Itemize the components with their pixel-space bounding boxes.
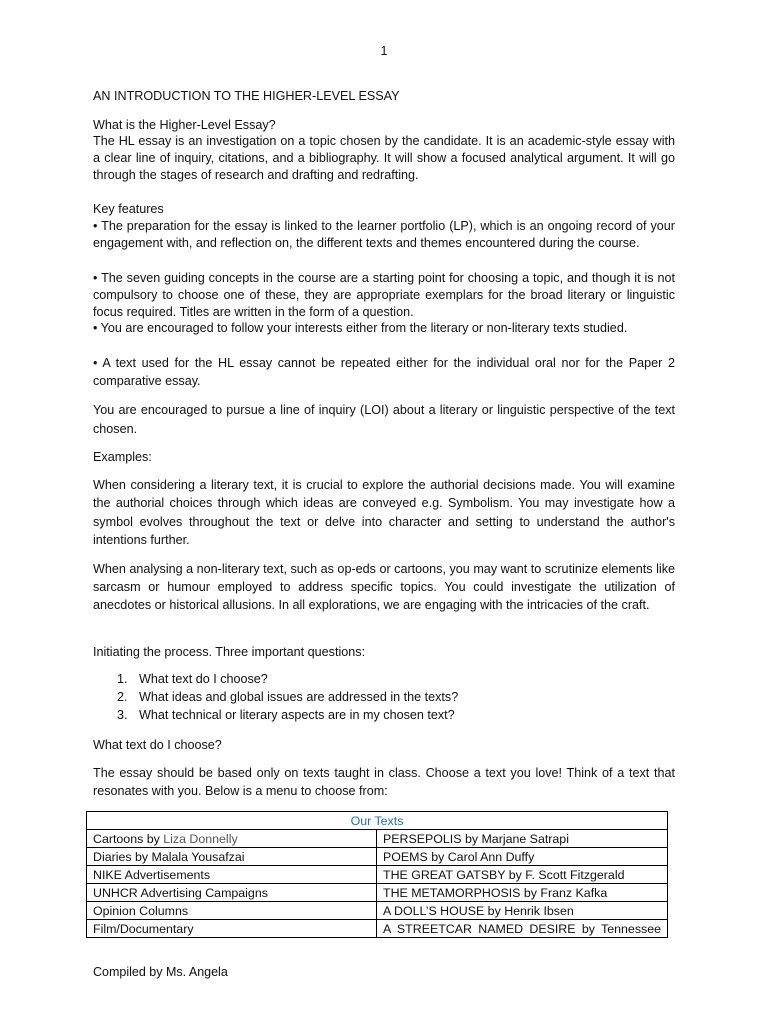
texts-menu-table xyxy=(86,811,668,938)
table-cell: POEMS by Carol Ann Duffy xyxy=(377,848,668,866)
table-cell: UNHCR Advertising Campaigns xyxy=(87,884,377,902)
table-cell: PERSEPOLIS by Marjane Satrapi xyxy=(377,830,668,848)
learner-portfolio-term: learner portfolio xyxy=(357,219,446,233)
table-row xyxy=(87,902,668,920)
table-row xyxy=(87,848,668,866)
loi-paragraph: You are encouraged to pursue a line of inquiry (LOI) about a literary or linguistic perspective of the text chosen. xyxy=(93,403,675,436)
initiating-heading: Initiating the process. Three important questions: xyxy=(93,645,366,659)
guiding-concepts-term: seven guiding concepts xyxy=(126,271,260,285)
what-paragraph: The HL essay is an investigation on a topic chosen by the candidate. It is an academic-style essay with a clear line of inquiry, citations, and a bibliography. It will show a focused analytical argument. It will go through the stages of research and drafting and redrafting. xyxy=(93,134,675,182)
examples-heading: Examples: xyxy=(93,450,152,464)
table-row xyxy=(87,830,668,848)
footer-credit: Compiled by Ms. Angela xyxy=(93,965,228,979)
page-number: 1 xyxy=(380,44,388,58)
bullet-no-repeat: • A text used for the HL essay cannot be repeated either for the individual oral nor for the Paper 2 comparative essay. xyxy=(93,356,675,388)
document-title: AN INTRODUCTION TO THE HIGHER-LEVEL ESSAY xyxy=(93,89,400,103)
table-row xyxy=(87,920,668,938)
table-header-row xyxy=(87,812,668,830)
example-literary: When considering a literary text, it is crucial to explore the authorial decisions made. You will examine the authorial choices through which ideas are conveyed e.g. Symbolism. You may investigate how a symbol evolves throughout the text or delve into character and setting to understand the author's intentions further. xyxy=(93,478,675,547)
table-row xyxy=(87,884,668,902)
table-cell: Diaries by Malala Yousafzai xyxy=(87,848,377,866)
table-cell: A STREETCAR NAMED DESIRE by Tennessee xyxy=(377,920,668,938)
table-row xyxy=(87,866,668,884)
table-cell: THE METAMORPHOSIS by Franz Kafka xyxy=(377,884,668,902)
table-cell: A DOLL’S HOUSE by Henrik Ibsen xyxy=(377,902,668,920)
choose-heading: What text do I choose? xyxy=(93,738,222,752)
table-cell: NIKE Advertisements xyxy=(87,866,377,884)
bullet-interests: • You are encouraged to follow your interests either from the literary or non-literary texts studied. xyxy=(93,321,628,335)
question-item: 2. What ideas and global issues are addressed in the texts? xyxy=(117,690,459,704)
only-taught-texts-term: only on texts taught in class xyxy=(256,766,418,780)
bullet-guiding-concepts: • The seven guiding concepts in the course are a starting point for choosing a topic, and though it is not compulsory to choose one of these, they are appropriate exemplars for the broad literary or linguistic focus required. Titles are written in the form of a question. xyxy=(93,271,675,319)
question-item: 1. What text do I choose? xyxy=(117,672,268,686)
table-cell: Opinion Columns xyxy=(87,902,377,920)
table-header: Our Texts xyxy=(87,812,668,830)
what-heading: What is the Higher-Level Essay? xyxy=(93,118,276,132)
question-item: 3. What technical or literary aspects are in my chosen text? xyxy=(117,708,455,722)
table-cell: Cartoons by Liza Donnelly xyxy=(87,830,377,848)
questions-list xyxy=(93,671,675,725)
key-features-heading: Key features xyxy=(93,202,164,216)
choose-paragraph: The essay should be based only on texts taught in class. Choose a text you love! Think of a text that resonates with you. Below is a menu to choose from: xyxy=(93,766,675,798)
table-cell: THE GREAT GATSBY by F. Scott Fitzgerald xyxy=(377,866,668,884)
example-non-literary: When analysing a non-literary text, such as op-eds or cartoons, you may want to scrutinize elements like sarcasm or humour employed to address specific topics. You could investigate the utilization of anecdotes or historical allusions. In all explorations, we are engaging with the intricacies of the craft. xyxy=(93,562,675,612)
table-cell: Film/Documentary xyxy=(87,920,377,938)
bullet-learner-portfolio: • The preparation for the essay is linked to the learner portfolio (LP), which is an ongoing record of your engagement with, and reflection on, the different texts and themes encountered during the course. xyxy=(93,219,675,250)
